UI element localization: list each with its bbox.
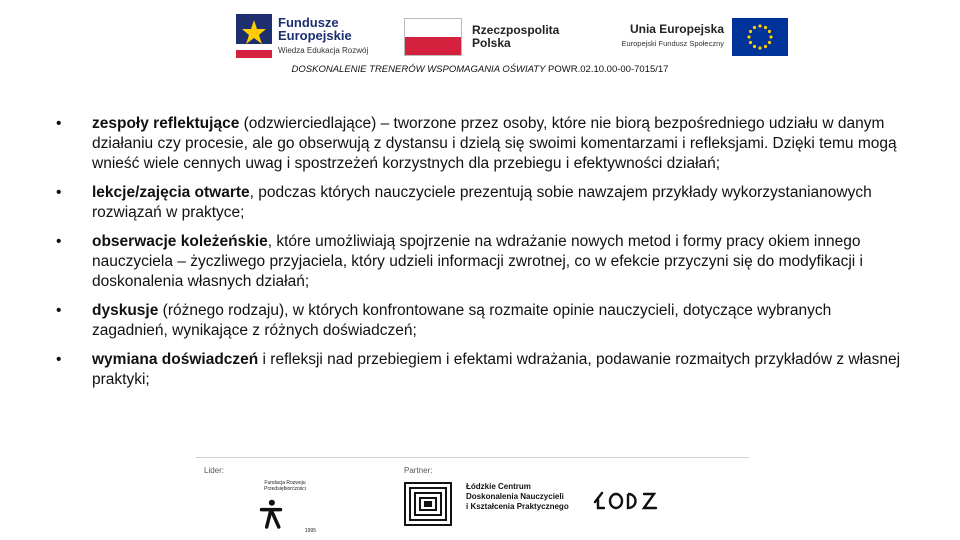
bullet-item <box>56 114 906 174</box>
bullet-term: dyskusje <box>92 302 159 319</box>
partner-line: Doskonalenia Nauczycieli <box>466 492 564 501</box>
walking-figure-icon <box>258 498 284 530</box>
fe-line2: Europejskie <box>278 28 352 43</box>
fe-line1: Fundusze <box>278 15 339 30</box>
project-number: POWR.02.10.00-00-7015/17 <box>545 64 669 75</box>
bullet-dot-icon: • <box>56 302 62 319</box>
lodz-logo-icon <box>592 488 664 512</box>
bullet-item <box>56 232 906 292</box>
fe-logo-text <box>278 16 352 42</box>
fe-star-mark-icon <box>236 14 272 58</box>
bullet-dot-icon: • <box>56 351 62 368</box>
footer-partners <box>196 457 749 538</box>
rp-logo-text <box>472 24 559 50</box>
ue-logo-text <box>600 22 724 48</box>
eu-flag-icon <box>732 18 788 56</box>
bullet-text: , które umożliwiają spojrzenie na wdrażanie nowych metod i formy pracy okiem innego nauczyciela – życzliwego przyjaciela, który udzieli informacji zwrotnej, co w efekcie przyczyni się do modyfikacji i doskonalenia własnych działań; <box>92 233 863 290</box>
partner-line: i Kształcenia Praktycznego <box>466 502 569 511</box>
polish-flag-icon <box>404 18 462 56</box>
bullet-term: lekcje/zajęcia otwarte <box>92 184 250 201</box>
fe-subtitle: Wiedza Edukacja Rozwój <box>278 46 369 55</box>
bullet-dot-icon: • <box>56 233 62 250</box>
lider-logo-caption: Fundacja Rozwoju Przedsiębiorczości <box>264 480 306 492</box>
bullet-dot-icon: • <box>56 184 62 201</box>
fundusze-europejskie-logo <box>236 14 376 58</box>
lider-label: Lider: <box>204 466 225 475</box>
bullet-text: (różnego rodzaju), w których konfrontowane są rozmaite opinie nauczycieli, dotyczące wybranych zagadnień, wynikające z różnych doświadczeń; <box>92 302 832 339</box>
lider-logo-year: 1995 <box>304 528 316 534</box>
ue-title: Unia Europejska <box>629 22 724 36</box>
project-name: DOSKONALENIE TRENERÓW WSPOMAGANIA OŚWIATY <box>291 64 546 75</box>
partner-name <box>466 482 569 512</box>
bullet-item <box>56 183 906 223</box>
unia-europejska-logo <box>600 14 790 58</box>
bullet-text: i refleksji nad przebiegiem i efektami wdrażania, podawanie rozmaitych przykładów z własnej praktyki; <box>92 351 901 388</box>
bullet-term: zespoły reflektujące <box>92 115 240 132</box>
bullet-text: , podczas których nauczyciele prezentują sobie nawzajem przykłady wykorzystanianowych rozwiązań w praktyce; <box>92 184 872 221</box>
lider-logo <box>252 480 316 534</box>
rp-line2: Polska <box>472 36 511 50</box>
header-logos <box>0 12 960 60</box>
bullet-text: (odzwierciedlające) – tworzone przez osoby, które nie biorą bezpośredniego udziału w danym działaniu czy procesie, ale go obserwują z dystansu i dzielą się swoimi komentarzami i refleksjami. Dzięki temu mogą wnieść wiele cennych uwag i spostrzeżeń korzystnych dla przebiegu i efektywności działań; <box>92 115 897 172</box>
partner-line: Łódzkie Centrum <box>466 482 531 491</box>
bullet-dot-icon: • <box>56 115 62 132</box>
rzeczpospolita-polska-logo <box>404 14 574 58</box>
bullet-term: wymiana doświadczeń <box>92 351 259 368</box>
bullet-item <box>56 301 906 341</box>
concentric-squares-logo-icon <box>404 482 452 526</box>
partner-label: Partner: <box>404 466 433 475</box>
project-code <box>0 64 960 75</box>
bullet-item <box>56 350 906 390</box>
bullet-list <box>56 114 906 399</box>
ue-subtitle: Europejski Fundusz Społeczny <box>621 39 724 48</box>
bullet-term: obserwacje koleżeńskie <box>92 233 268 250</box>
rp-line1: Rzeczpospolita <box>472 23 560 37</box>
